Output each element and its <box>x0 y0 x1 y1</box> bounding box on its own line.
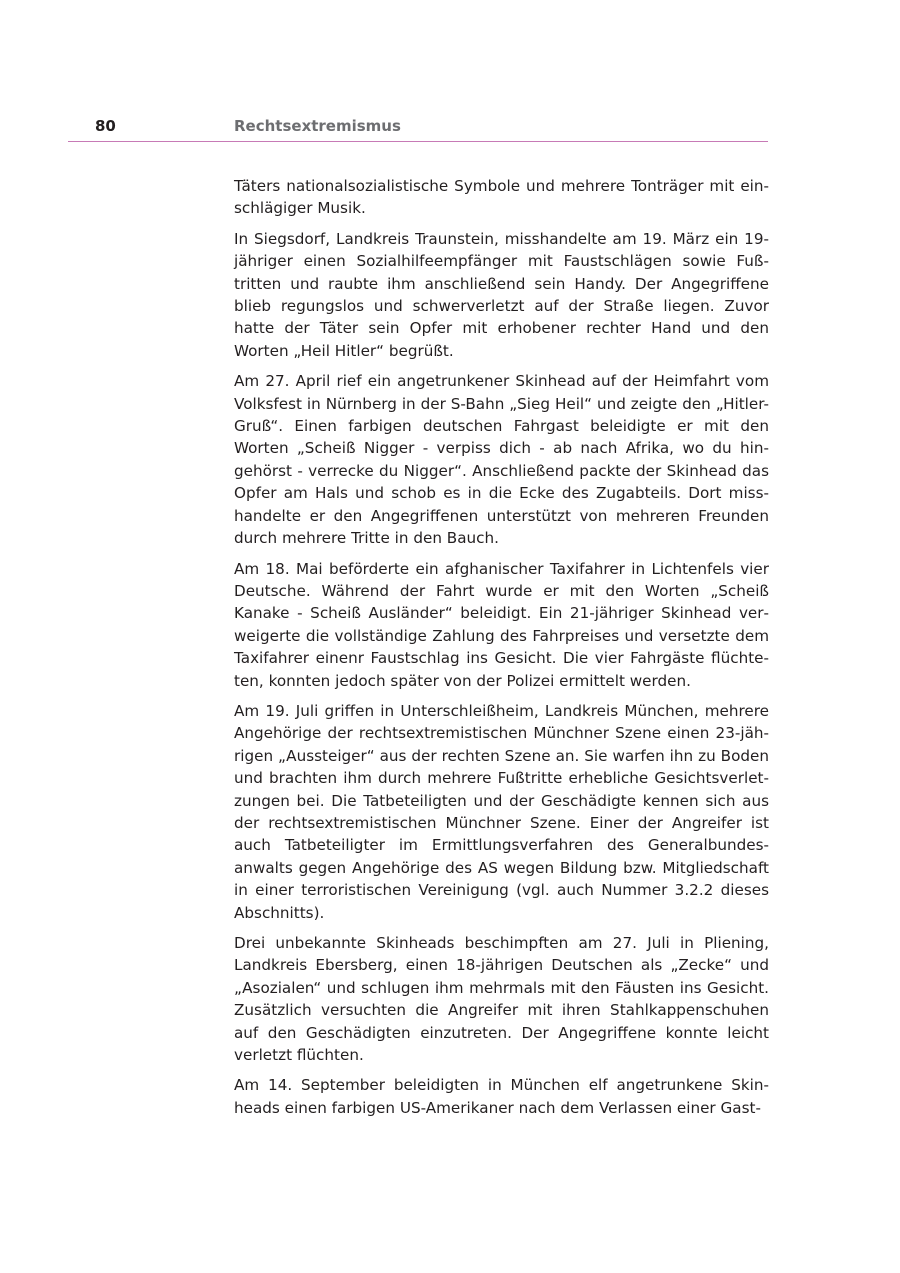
body-text <box>234 175 769 1127</box>
paragraph: Am 27. April rief ein angetrunkener Skinhead auf der Heimfahrt vom Volksfest in Nürnberg in der S-Bahn „Sieg Heil“ und zeigte den „Hitler-Gruß“. Einen farbigen deutschen Fahrgast beleidigte er mit den Worten „Scheiß Nigger - verpiss dich - ab nach Afrika, wo du hingehörst - verrecke du Nigger“. Anschließend packte der Skinhead das Opfer am Hals und schob es in die Ecke des Zugabteils. Dort misshandelte er den Angegriffenen unterstützt von mehreren Freunden durch mehrere Tritte in den Bauch. <box>234 372 769 548</box>
page-number: 80 <box>95 117 116 135</box>
paragraph: Am 14. September beleidigten in München elf angetrunkene Skinheads einen farbigen US-Amerikaner nach dem Verlassen einer Gast- <box>234 1076 769 1117</box>
paragraph: Drei unbekannte Skinheads beschimpften am 27. Juli in Pliening, Landkreis Ebersberg, einen 18-jährigen Deutschen als „Zecke“ und „Asozialen“ und schlugen ihm mehrmals mit den Fäusten ins Gesicht. Zusätzlich versuchten die Angreifer mit ihren Stahlkappenschuhen auf den Geschädigten einzutreten. Der Angegriffene konnte leicht verletzt flüchten. <box>234 934 769 1065</box>
header-divider <box>68 141 768 142</box>
running-header-title: Rechtsextremismus <box>234 117 401 135</box>
paragraph: Am 19. Juli griffen in Unterschleißheim, Landkreis München, mehrere Angehörige der rechtsextremistischen Münchner Szene einen 23-jährigen „Aussteiger“ aus der rechten Szene an. Sie warfen ihn zu Boden und brachten ihm durch mehrere Fußtritte erhebliche Gesichtsverletzungen bei. Die Tatbeteiligten und der Geschädigte kennen sich aus der rechtsextremistischen Münchner Szene. Einer der Angreifer ist auch Tatbeteiligter im Ermittlungsverfahren des Generalbundesanwalts gegen Angehörige des AS wegen Bildung bzw. Mitgliedschaft in einer terroristischen Vereinigung (vgl. auch Nummer 3.2.2 dieses Abschnitts). <box>234 701 769 922</box>
paragraph: Am 18. Mai beförderte ein afghanischer Taxifahrer in Lichtenfels vier Deutsche. Während der Fahrt wurde er mit den Worten „Scheiß Kanake - Scheiß Ausländer“ beleidigt. Ein 21-jähriger Skinhead verweigerte die vollständige Zahlung des Fahrpreises und versetzte dem Taxifahrer einenr Faustschlag ins Gesicht. Die vier Fahrgäste flüchteten, konnten jedoch später von der Polizei ermittelt werden. <box>234 559 769 690</box>
paragraph: Täters nationalsozialistische Symbole und mehrere Tonträger mit einschlägiger Musik. <box>234 177 769 218</box>
paragraph: In Siegsdorf, Landkreis Traunstein, misshandelte am 19. März ein 19-jähriger einen Sozialhilfeempfänger mit Faustschlägen sowie Fußtritten und raubte ihm anschließend sein Handy. Der Angegriffene blieb regungslos und schwerverletzt auf der Straße liegen. Zuvor hatte der Täter sein Opfer mit erhobener rechter Hand und den Worten „Heil Hitler“ begrüßt. <box>234 229 769 360</box>
